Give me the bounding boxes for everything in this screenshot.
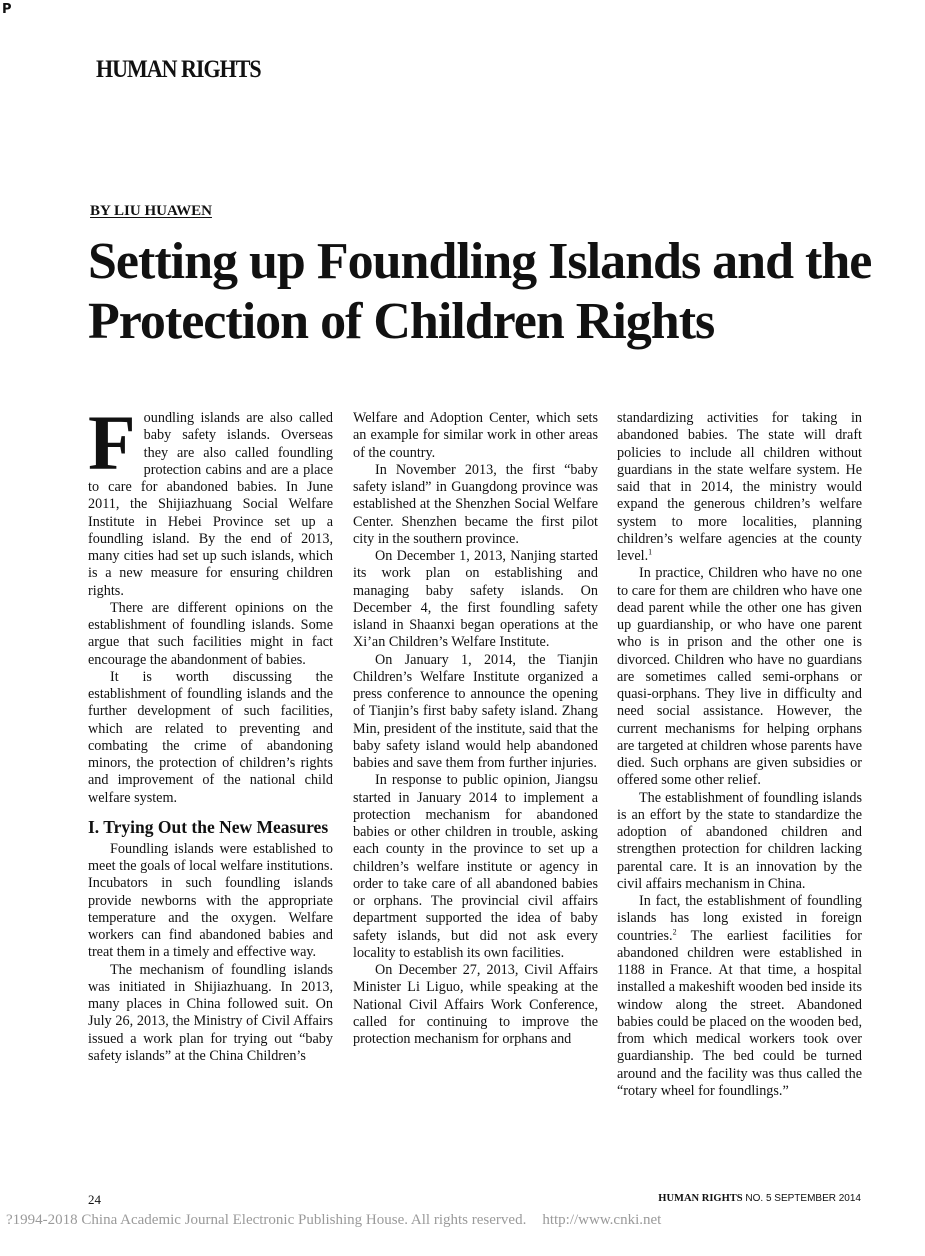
page-number: 24 [88, 1192, 101, 1207]
paragraph: In fact, the establishment of foundling islands has long existed in foreign countries.$^2$ The earliest facilities for abandoned children were established in 1188 in France. At that time, a hospital installed a makeshift wooden bed inside its window along the street. Abandoned babies could be placed on the wooden bed, from which medical workers took over guardianship. The bed could be turned around and the facility was thus called the “rotary wheel for foundlings.” [617, 893, 862, 1099]
paragraph: Foundling islands are also called baby safety islands. Overseas they are also called foundling protection cabins and are a place to care for abandoned babies. In June 2011, the Shijiazhuang Social Welfare Institute in Hebei Province set up a foundling island. By the end of 2013, many cities had set up such islands, which is a new measure for ensuring children rights. [88, 399, 333, 599]
section-masthead: HUMAN RIGHTS [96, 54, 261, 83]
issue-info [658, 1193, 861, 1204]
byline: BY LIU HUAWEN [90, 203, 212, 219]
paragraph: Welfare and Adoption Center, which sets an example for similar work in other areas of the country. [353, 410, 598, 461]
footnote-marker: 2 [672, 926, 677, 936]
footnote-marker: 1 [648, 547, 653, 557]
paragraph: On December 1, 2013, Nanjing started its work plan on establishing and managing baby safety islands. On December 4, the first foundling safety island in Shaanxi began operations at the Xi’an Children’s Welfare Institute. [353, 548, 598, 651]
paragraph: In response to public opinion, Jiangsu started in January 2014 to implement a protection mechanism for abandoned babies or other children in trouble, asking each county in the province to set up a children’s welfare institute or agency in order to take care of all abandoned babies or orphans. The provincial civil affairs department supported the idea of baby safety islands, but did not ask every locality to establish its own facilities. [353, 772, 598, 961]
drop-cap: F [88, 399, 136, 486]
section-heading: I. Trying Out the New Measures [88, 816, 329, 837]
corner-mark: P [2, 2, 12, 17]
issue-label: NO. 5 SEPTEMBER 2014 [745, 1193, 861, 1204]
article-column-3 [617, 410, 862, 1100]
article-title: Setting up Foundling Islands and the Protection of Children Rights [88, 233, 872, 350]
paragraph: standardizing activities for taking in abandoned babies. The state will draft policies to include all children without guardians in the state welfare system. He said that in 2014, the ministry would expand the generous children’s welfare system to more localities, planning children’s welfare agencies at the county level.$^1$ [617, 410, 862, 564]
paragraph: In November 2013, the first “baby safety island” in Guangdong province was established at the Shenzhen Social Welfare Center. Shenzhen became the first pilot city in the southern province. [353, 461, 598, 547]
article-column-1 [88, 399, 333, 1065]
copyright-notice: ?1994-2018 China Academic Journal Electronic Publishing House. All rights reserved. [6, 1212, 527, 1228]
paragraph: In practice, Children who have no one to care for them are children who have one dead parent while the other one has given up guardianship, or who have one parent who is in prison and the other one is divorced. Children who have no guardians are sometimes called semi-orphans or quasi-orphans. They live in difficulty and need social assistance. However, the current mechanisms for helping orphans are targeted at children whose parents have died. Such orphans are given subsidies or offered some other relief. [617, 565, 862, 789]
paragraph: It is worth discussing the establishment of foundling islands and the further development of such facilities, which are related to preventing and combating the crime of abandoning minors, the protection of children’s rights and improvement of the national child welfare system. [88, 668, 333, 806]
magazine-name: HUMAN RIGHTS [658, 1193, 743, 1204]
article-column-2 [353, 410, 598, 1048]
paragraph: There are different opinions on the establishment of foundling islands. Some argue that such facilities might in fact encourage the abandonment of babies. [88, 599, 333, 668]
paragraph: The establishment of foundling islands is an effort by the state to standardize the adoption of abandoned children and strengthen protection for children lacking parental care. It is an innovation by the civil affairs mechanism in China. [617, 789, 862, 892]
paragraph: On December 27, 2013, Civil Affairs Minister Li Liguo, while speaking at the National Civil Affairs Work Conference, called for continuing to improve the protection mechanism for orphans and [353, 962, 598, 1047]
paragraph: Foundling islands were established to meet the goals of local welfare institutions. Incubators in such foundling islands provide newborns with the appropriate temperature and the oxygen. Welfare workers can find abandoned babies and treat them in a timely and effective way. [88, 840, 333, 961]
copyright-watermark [6, 1212, 661, 1229]
paragraph: On January 1, 2014, the Tianjin Children’s Welfare Institute organized a press conference to announce the opening of Tianjin’s first baby safety island. Zhang Min, president of the institute, said that the baby safety island would help abandoned babies and save them from further injuries. [353, 651, 598, 771]
source-url[interactable]: http://www.cnki.net [542, 1212, 662, 1228]
paragraph: The mechanism of foundling islands was initiated in Shijiazhuang. In 2013, many places in China followed suit. On July 26, 2013, the Ministry of Civil Affairs issued a work plan for trying out “baby safety islands” at the China Children’s [88, 961, 333, 1064]
